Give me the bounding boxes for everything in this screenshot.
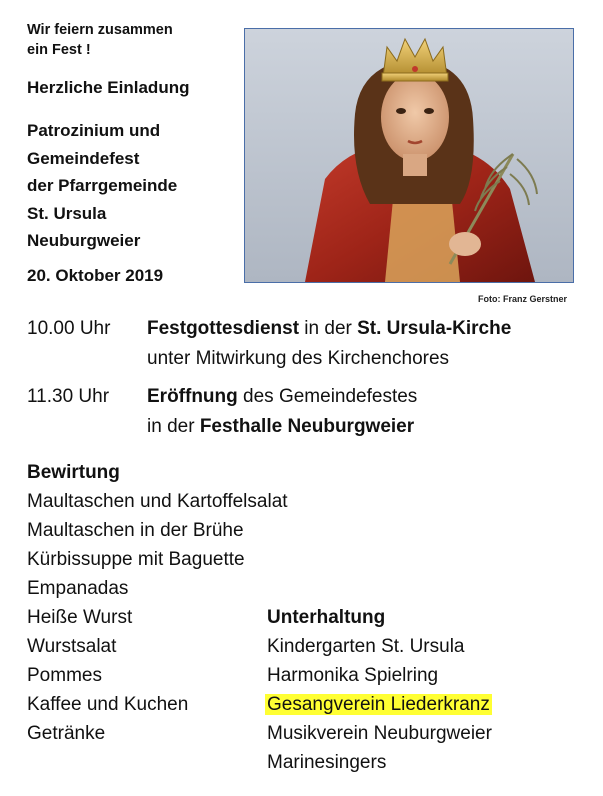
schedule-item-2-line-2 — [147, 412, 417, 442]
list-item: Kaffee und Kuchen — [27, 694, 189, 715]
catering-heading: Bewirtung — [27, 462, 120, 483]
list-item: Kindergarten St. Ursula — [267, 636, 465, 657]
list-item: Empanadas — [27, 578, 129, 599]
photo-credit: Foto: Franz Gerstner — [477, 294, 567, 304]
statue-illustration — [245, 29, 573, 282]
list-item-highlighted — [267, 690, 492, 719]
list-item: Maultaschen und Kartoffelsalat — [27, 491, 288, 512]
event-line-5: Neuburgweier — [27, 231, 141, 250]
saint-statue-photo — [244, 28, 574, 283]
intro-line-2: ein Fest ! — [27, 42, 91, 58]
venue-name: Festhalle Neuburgweier — [199, 416, 415, 437]
entertainment-list — [267, 603, 492, 777]
venue-pre: in der — [147, 416, 200, 437]
catering-list — [27, 458, 288, 748]
event-date: 20. Oktober 2019 — [27, 266, 164, 285]
list-item: Harmonika Spielring — [267, 665, 439, 686]
list-item: Musikverein Neuburgweier — [267, 723, 492, 744]
service-mid: in der — [299, 318, 358, 339]
intro-text — [27, 20, 227, 60]
list-item: Kürbissuppe mit Baguette — [27, 549, 245, 570]
schedule-time-1: 10.00 Uhr — [27, 318, 111, 339]
event-line-1: Patrozinium und — [27, 121, 161, 140]
schedule-item-1-line-2: unter Mitwirkung des Kirchenchores — [147, 348, 450, 369]
service-name: Festgottesdienst — [147, 318, 300, 339]
invitation-heading: Herzliche Einladung — [27, 78, 190, 97]
schedule-item-1-line-1 — [147, 314, 511, 344]
opening-label: Eröffnung — [147, 386, 238, 407]
schedule-item-1 — [147, 314, 511, 374]
event-line-2: Gemeindefest — [27, 148, 140, 168]
event-title — [27, 117, 237, 255]
list-item: Getränke — [27, 723, 106, 744]
list-item: Pommes — [27, 665, 102, 686]
schedule-item-2-line-1 — [147, 382, 417, 412]
event-line-3: der Pfarrgemeinde — [27, 176, 178, 195]
entertainment-heading: Unterhaltung — [267, 607, 386, 628]
list-item: Marinesingers — [267, 752, 387, 773]
opening-rest: des Gemeindefestes — [237, 386, 418, 407]
event-line-4: St. Ursula — [27, 203, 107, 223]
list-item: Wurstsalat — [27, 636, 117, 657]
schedule-item-2 — [147, 382, 417, 442]
schedule-time-2: 11.30 Uhr — [27, 386, 110, 407]
list-item: Heiße Wurst — [27, 607, 133, 628]
church-name: St. Ursula-Kirche — [357, 318, 512, 339]
list-item: Maultaschen in der Brühe — [27, 520, 244, 541]
intro-line-1: Wir feiern zusammen — [27, 22, 173, 38]
highlighted-choir: Gesangverein Liederkranz — [267, 694, 490, 715]
